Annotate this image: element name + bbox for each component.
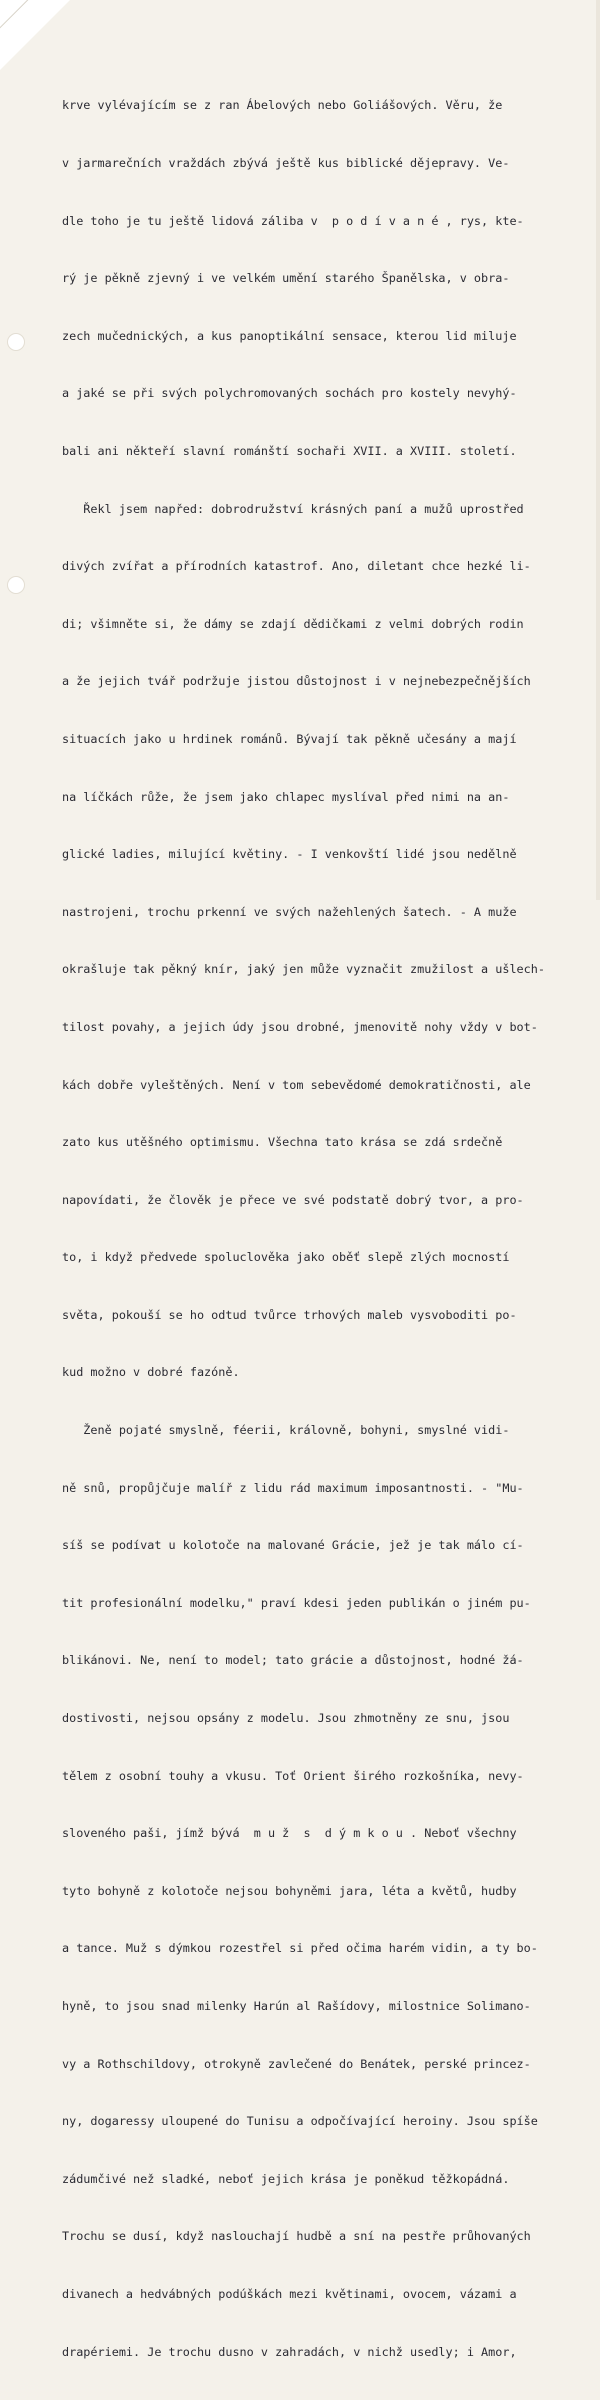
- typewritten-text-body: [62, 58, 590, 2400]
- text-line: v jarmarečních vraždách zbývá ještě kus biblické dějepravy. Ve-: [62, 156, 510, 170]
- text-line: ny, dogaressy uloupené do Tunisu a odpočívající heroiny. Jsou spíše: [62, 2114, 538, 2129]
- text-line: to, i když předvede spoluclověka jako oběť slepě zlých mocností: [62, 1250, 510, 1265]
- text-line: nastrojeni, trochu prkenní ve svých nažehlených šatech. - A muže: [62, 904, 517, 919]
- text-line: situacích jako u hrdinek románů. Bývají tak pěkně učesány a mají: [62, 731, 517, 746]
- text-line: tělem z osobní touhy a vkusu. Toť Orient širého rozkošníka, nevy-: [62, 1768, 524, 1783]
- text-line: dle toho je tu ještě lidová záliba v p o d í v a n é , rys, kte-: [62, 213, 524, 228]
- text-line: a jaké se při svých polychromovaných sochách pro kostely nevyhý-: [62, 386, 517, 401]
- text-line: Řekl jsem napřed: dobrodružství krásných paní a mužů uprostřed: [62, 501, 524, 516]
- text-line: na líčkách růže, že jsem jako chlapec myslíval před nimi na an-: [62, 789, 510, 804]
- text-line: glické ladies, milující květiny. - I venkovští lidé jsou nedělně: [62, 847, 517, 862]
- text-line: zádumčivé než sladké, neboť jejich krása je poněkud těžkopádná.: [62, 2171, 510, 2186]
- text-line: zech mučednických, a kus panoptikální sensace, kterou lid miluje: [62, 328, 517, 343]
- text-line: kud možno v dobré fazóně.: [62, 1365, 240, 1380]
- text-line: blikánovi. Ne, není to model; tato grácie a důstojnost, hodné žá-: [62, 1653, 524, 1668]
- text-line: rý je pěkně zjevný i ve velkém umění starého Španělska, v obra-: [62, 271, 510, 286]
- text-line: tit profesionální modelku," praví kdesi jeden publikán o jiném pu-: [62, 1595, 531, 1610]
- text-line: síš se podívat u kolotoče na malované Grácie, jež je tak málo cí-: [62, 1538, 524, 1553]
- text-line: krve vylévajícím se z ran Ábelových nebo Goliášových. Věru, že: [62, 98, 503, 113]
- punch-hole-bottom: [7, 576, 25, 594]
- text-line: zato kus utěšného optimismu. Všechna tato krása se zdá srdečně: [62, 1135, 503, 1150]
- text-line: sloveného paši, jímž bývá m u ž s d ý m k o u . Neboť všechny: [62, 1826, 517, 1841]
- text-line: dostivosti, nejsou opsány z modelu. Jsou zhmotněny ze snu, jsou: [62, 1711, 510, 1726]
- page-right-edge: [596, 0, 600, 900]
- text-line: a tance. Muž s dýmkou rozestřel si před očima harém vidin, a ty bo-: [62, 1941, 538, 1956]
- text-line: a že jejich tvář podržuje jistou důstojnost i v nejnebezpečnějších: [62, 674, 531, 689]
- punch-hole-top: [7, 333, 25, 351]
- text-line: bali ani někteří slavní románští sochaři XVII. a XVIII. století.: [62, 443, 517, 458]
- text-line: hyně, to jsou snad milenky Harún al Rašídovy, milostnice Solimano-: [62, 1999, 531, 2013]
- text-line: di; všimněte si, že dámy se zdají dědičkami z velmi dobrých rodin: [62, 616, 524, 631]
- text-line: tilost povahy, a jejich údy jsou drobné, jmenovitě nohy vždy v bot-: [62, 1019, 538, 1034]
- folded-corner: [0, 0, 70, 70]
- text-line: Trochu se dusí, když naslouchají hudbě a sní na pestře průhovaných: [62, 2229, 531, 2244]
- text-line: ně snů, propůjčuje malíř z lidu rád maximum imposantnosti. - "Mu-: [62, 1480, 524, 1495]
- text-line: drapériemi. Je trochu dusno v zahradách, v nichž usedly; i Amor,: [62, 2344, 517, 2359]
- text-line: Ženě pojaté smyslně, féerii, královně, bohyni, smyslné vidi-: [62, 1423, 510, 1438]
- text-line: kách dobře vyleštěných. Není v tom sebevědomé demokratičnosti, ale: [62, 1077, 531, 1092]
- text-line: okrašluje tak pěkný knír, jaký jen může vyznačit zmužilost a ušlech-: [62, 962, 545, 977]
- text-line: světa, pokouší se ho odtud tvůrce trhových maleb vysvoboditi po-: [62, 1307, 517, 1322]
- text-line: napovídati, že člověk je přece ve své podstatě dobrý tvor, a pro-: [62, 1192, 524, 1207]
- text-line: tyto bohyně z kolotoče nejsou bohyněmi jara, léta a květů, hudby: [62, 1883, 517, 1898]
- text-line: divanech a hedvábných podúškách mezi květinami, ovocem, vázami a: [62, 2286, 517, 2301]
- text-line: divých zvířat a přírodních katastrof. Ano, diletant chce hezké li-: [62, 559, 531, 574]
- text-line: vy a Rothschildovy, otrokyně zavlečené do Benátek, perské princez-: [62, 2056, 531, 2071]
